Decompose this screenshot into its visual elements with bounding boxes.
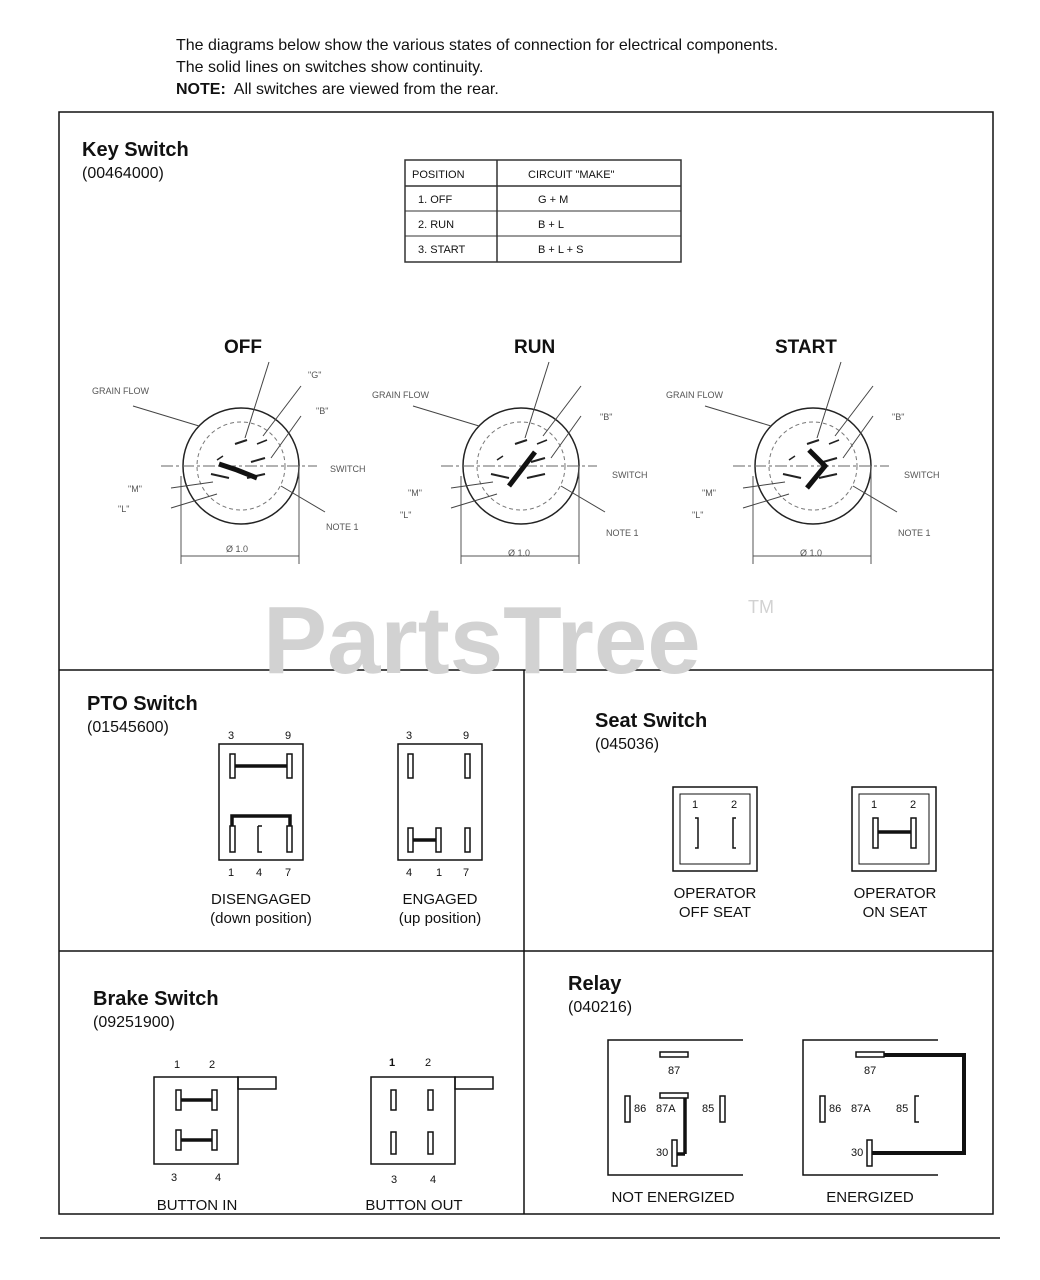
- callout-note: NOTE 1: [606, 528, 639, 538]
- callout-b: "B": [600, 412, 613, 422]
- pin-label: 2: [209, 1059, 216, 1071]
- key-switch-start-diagram: [705, 362, 897, 564]
- pto-state-engaged: ENGAGED: [402, 891, 478, 908]
- key-switch-part: (00464000): [82, 165, 164, 182]
- pin-label: 86: [634, 1103, 647, 1115]
- callout-grain: GRAIN FLOW: [666, 390, 724, 400]
- key-position-off: OFF: [224, 337, 262, 358]
- seat-on-line2: ON SEAT: [862, 904, 928, 921]
- pin-label: 2: [425, 1057, 432, 1069]
- callout-cl: SWITCH: [904, 470, 940, 480]
- callout-m: "M": [702, 488, 716, 498]
- pin-label: 1: [871, 799, 878, 811]
- pin-label: 87: [668, 1065, 681, 1077]
- table-cell: 1. OFF: [418, 194, 453, 206]
- pin-label: 1: [389, 1057, 396, 1069]
- pin-label: 4: [256, 867, 263, 879]
- callout-l: "L": [118, 504, 130, 514]
- intro-line-2: The solid lines on switches show continuity.: [176, 59, 484, 76]
- pin-label: 7: [285, 867, 292, 879]
- table-header-position: POSITION: [412, 169, 465, 181]
- relay-part: (040216): [568, 999, 633, 1016]
- pin-label: 4: [430, 1174, 437, 1186]
- table-cell: 2. RUN: [418, 219, 455, 231]
- brake-out-diagram: [371, 1057, 493, 1186]
- pin-label: 7: [463, 867, 470, 879]
- seat-off-line1: OPERATOR: [673, 885, 757, 902]
- pin-label: 86: [829, 1103, 842, 1115]
- pin-label: 30: [851, 1147, 864, 1159]
- seat-on-line1: OPERATOR: [853, 885, 937, 902]
- table-cell: B + L + S: [538, 244, 584, 256]
- callout-note: NOTE 1: [898, 528, 931, 538]
- callout-m: "M": [408, 488, 422, 498]
- seat-off-line2: OFF SEAT: [678, 904, 752, 921]
- key-switch-off-diagram: [133, 362, 325, 564]
- brake-state-out: BUTTON OUT: [365, 1197, 463, 1214]
- table-cell: G + M: [538, 194, 569, 206]
- brake-state-in: BUTTON IN: [156, 1197, 238, 1214]
- pin-label: 30: [656, 1147, 669, 1159]
- pin-label: 1: [436, 867, 443, 879]
- pin-label: 9: [463, 730, 470, 742]
- table-header-circuit: CIRCUIT "MAKE": [528, 169, 615, 181]
- seat-off-diagram: [673, 787, 757, 871]
- key-switch-table: [405, 160, 681, 262]
- callout-grain: GRAIN FLOW: [372, 390, 430, 400]
- pin-label: 1: [692, 799, 699, 811]
- callout-l: "L": [400, 510, 412, 520]
- relay-not-energized-diagram: [608, 1040, 743, 1175]
- pin-label: 2: [910, 799, 917, 811]
- callout-g: "G": [308, 370, 322, 380]
- pin-label: 2: [731, 799, 738, 811]
- key-switch-run-diagram: [413, 362, 605, 564]
- pin-label: 1: [174, 1059, 181, 1071]
- callout-dim: Ø 1.0: [508, 548, 531, 558]
- pin-label: 85: [896, 1103, 909, 1115]
- callout-l: "L": [692, 510, 704, 520]
- callout-cl: SWITCH: [330, 464, 366, 474]
- pin-label: 3: [406, 730, 413, 742]
- pto-switch-part: (01545600): [87, 719, 169, 736]
- pin-label: 4: [215, 1172, 222, 1184]
- pin-label: 87A: [656, 1103, 676, 1115]
- brake-switch-title: Brake Switch: [93, 988, 219, 1010]
- relay-state-not-energized: NOT ENERGIZED: [611, 1189, 735, 1206]
- pto-state-engaged-sub: (up position): [398, 910, 482, 927]
- brake-switch-part: (09251900): [93, 1014, 175, 1031]
- callout-dim: Ø 1.0: [800, 548, 823, 558]
- seat-switch-title: Seat Switch: [595, 710, 708, 732]
- key-switch-title: Key Switch: [82, 139, 189, 161]
- callout-dim: Ø 1.0: [226, 544, 249, 554]
- pto-state-disengaged-sub: (down position): [210, 910, 312, 927]
- pin-label: 85: [702, 1103, 715, 1115]
- pin-label: 87A: [851, 1103, 871, 1115]
- relay-title: Relay: [568, 973, 622, 995]
- pto-switch-title: PTO Switch: [87, 693, 198, 715]
- pto-disengaged-diagram: [219, 730, 303, 879]
- note-text: All switches are viewed from the rear.: [233, 81, 499, 98]
- pin-label: 3: [228, 730, 235, 742]
- pto-state-disengaged: DISENGAGED: [210, 891, 312, 908]
- seat-on-diagram: [852, 787, 936, 871]
- pin-label: 3: [171, 1172, 178, 1184]
- relay-state-energized: ENERGIZED: [826, 1189, 914, 1206]
- pin-label: 4: [406, 867, 413, 879]
- intro-line-1: The diagrams below show the various states of connection for electrical components.: [176, 37, 779, 54]
- key-position-run: RUN: [514, 337, 556, 358]
- key-position-start: START: [775, 337, 837, 358]
- table-cell: 3. START: [418, 244, 466, 256]
- brake-in-diagram: [154, 1059, 276, 1184]
- callout-grain: GRAIN FLOW: [92, 386, 150, 396]
- relay-energized-diagram: [803, 1040, 964, 1175]
- pin-label: 3: [391, 1174, 398, 1186]
- pin-label: 1: [228, 867, 235, 879]
- callout-note: NOTE 1: [326, 522, 359, 532]
- watermark-text: PartsTree: [263, 587, 701, 694]
- watermark-tm: TM: [748, 597, 774, 617]
- pin-label: 9: [285, 730, 292, 742]
- pto-engaged-diagram: [398, 730, 482, 879]
- seat-switch-part: (045036): [595, 736, 660, 753]
- callout-m: "M": [128, 484, 142, 494]
- pin-label: 87: [864, 1065, 877, 1077]
- table-cell: B + L: [538, 219, 564, 231]
- note-label: NOTE:: [176, 81, 226, 98]
- callout-b: "B": [892, 412, 905, 422]
- callout-cl: SWITCH: [612, 470, 648, 480]
- callout-b: "B": [316, 406, 329, 416]
